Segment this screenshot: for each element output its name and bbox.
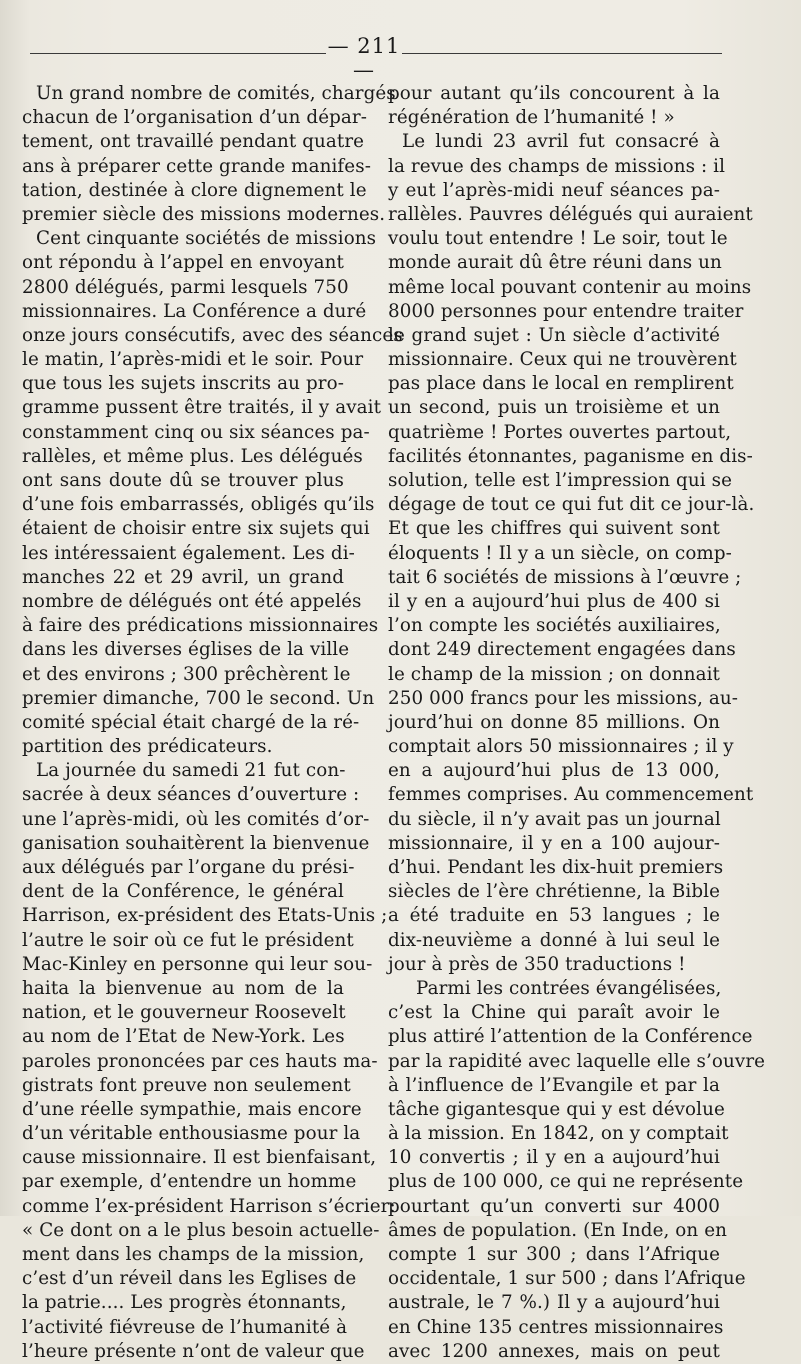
text-line: âmes de population. (En Inde, on en <box>388 1219 727 1241</box>
text-line: étaient de choisir entre six sujets qui <box>22 518 370 540</box>
text-line: femmes comprises. Au commencement <box>388 784 754 806</box>
text-line: il y en a aujourd’hui plus de 400 si <box>388 590 720 612</box>
text-line: pour autant qu’ils concourent à la <box>388 83 720 104</box>
text-line: un second, puis un troisième et un <box>388 397 720 419</box>
text-line: occidentale, 1 sur 500 ; dans l’Afrique <box>388 1268 746 1290</box>
text-line: les intéressaient également. Les di- <box>22 542 355 564</box>
text-line: jour à près de 350 traductions ! <box>388 953 686 975</box>
text-line: à l’influence de l’Evangile et par la <box>388 1074 720 1096</box>
text-line: Harrison, ex-président des Etats-Unis ; <box>22 905 388 927</box>
text-line: nation, et le gouverneur Roosevelt <box>22 1002 346 1024</box>
text-line: missionnaire, il y en a 100 aujour- <box>388 832 720 854</box>
text-line: à faire des prédications missionnaires <box>22 615 379 637</box>
text-line: comité spécial était chargé de la ré- <box>22 711 360 733</box>
text-line: que tous les sujets inscrits au pro- <box>22 373 344 395</box>
text-line: dans les diverses églises de la ville <box>22 639 350 661</box>
text-line: pourtant qu’un converti sur 4000 <box>388 1195 720 1217</box>
text-line: haita la bienvenue au nom de la <box>22 977 344 999</box>
text-line: 8000 personnes pour entendre traiter <box>388 300 744 322</box>
text-line: australe, le 7 %.) Il y a aujourd’hui <box>388 1292 720 1314</box>
text-line: ont sans doute dû se trouver plus <box>22 470 344 491</box>
text-line: dont 249 directement engagées dans <box>388 639 736 661</box>
text-line: 250 000 francs pour les missions, au- <box>388 687 739 709</box>
text-line: à la mission. En 1842, on y comptait <box>388 1123 729 1145</box>
text-line: l’on compte les sociétés auxiliaires, <box>388 615 721 637</box>
text-line: ganisation souhaitèrent la bienvenue <box>22 832 370 854</box>
text-line: le champ de la mission ; on donnait <box>388 663 720 685</box>
text-line: « Ce dont on a le plus besoin actuelle- <box>22 1219 380 1241</box>
text-line: ment dans les champs de la mission, <box>22 1244 365 1265</box>
text-line: Mac-Kinley en personne qui leur sou- <box>22 953 373 975</box>
text-line: facilités étonnantes, paganisme en dis- <box>388 445 753 467</box>
text-line: Et que les chiffres qui suivent sont <box>388 518 720 540</box>
text-line: monde aurait dû être réuni dans un <box>388 252 722 274</box>
right-text-column <box>388 82 766 1364</box>
text-line: d’une fois embarrassés, obligés qu’ils <box>22 494 375 516</box>
text-line: partition des prédicateurs. <box>22 736 273 758</box>
text-line: dégage de tout ce qui fut dit ce jour-là. <box>388 494 755 516</box>
text-line: 10 convertis ; il y en a aujourd’hui <box>388 1147 720 1169</box>
text-line: tâche gigantesque qui y est dévolue <box>388 1098 725 1120</box>
text-line: La journée du samedi 21 fut con- <box>36 760 346 782</box>
text-line: pas place dans le local en remplirent <box>388 373 734 395</box>
text-line: la patrie.... Les progrès étonnants, <box>22 1292 347 1314</box>
text-line: quatrième ! Portes ouvertes partout, <box>388 421 732 443</box>
text-line: la revue des champs de missions : il <box>388 155 726 177</box>
text-line: 2800 délégués, parmi lesquels 750 <box>22 276 349 298</box>
page-header <box>0 30 801 82</box>
text-line: éloquents ! Il y a un siècle, on comp- <box>388 542 732 564</box>
text-line: en a aujourd’hui plus de 13 000, <box>388 760 720 782</box>
text-line: Parmi les contrées évangélisées, <box>416 977 722 999</box>
text-line: par la rapidité avec laquelle elle s’ouvre <box>388 1050 766 1072</box>
text-line: dent de la Conférence, le général <box>22 881 344 903</box>
text-line: une l’après-midi, où les comités d’or- <box>22 808 370 830</box>
text-line: plus attiré l’attention de la Conférence <box>388 1026 753 1048</box>
text-line: dix-neuvième a donné à lui seul le <box>388 929 720 951</box>
text-line: par exemple, d’entendre un homme <box>22 1171 357 1193</box>
text-line: Cent cinquante sociétés de missions <box>36 228 377 250</box>
left-text-column <box>22 82 403 1364</box>
text-line: constamment cinq ou six séances pa- <box>22 421 370 443</box>
text-line: d’hui. Pendant les dix-huit premiers <box>388 857 724 878</box>
text-line: tement, ont travaillé pendant quatre <box>22 131 365 153</box>
text-line: premier dimanche, 700 le second. Un <box>22 687 375 709</box>
text-line: jourd’hui on donne 85 millions. On <box>388 711 720 733</box>
text-line: c’est la Chine qui paraît avoir le <box>388 1002 720 1024</box>
text-line: solution, telle est l’impression qui se <box>388 470 732 491</box>
text-line: au nom de l’Etat de New-York. Les <box>22 1026 345 1048</box>
text-line: y eut l’après-midi neuf séances pa- <box>388 179 720 201</box>
text-line: gistrats font preuve non seulement <box>22 1074 351 1096</box>
text-line: Le lundi 23 avril fut consacré à <box>402 131 720 153</box>
text-line: d’une réelle sympathie, mais encore <box>22 1098 362 1120</box>
text-line: siècles de l’ère chrétienne, la Bible <box>388 881 720 903</box>
text-line: comme l’ex-président Harrison s’écrier: <box>22 1195 396 1217</box>
text-line: du siècle, il n’y avait pas un journal <box>388 808 721 830</box>
text-line: compte 1 sur 300 ; dans l’Afrique <box>388 1244 720 1265</box>
text-line: l’activité fiévreuse de l’humanité à <box>22 1316 348 1338</box>
text-line: paroles prononcées par ces hauts ma- <box>22 1050 378 1072</box>
text-line: Un grand nombre de comités, chargés <box>36 83 396 104</box>
text-line: et des environs ; 300 prêchèrent le <box>22 663 351 685</box>
text-line: le matin, l’après-midi et le soir. Pour <box>22 349 364 371</box>
text-line: avec 1200 annexes, mais on peut <box>388 1340 720 1362</box>
text-line: tation, destinée à clore dignement le <box>22 179 367 201</box>
page-number: — 211 — <box>327 34 401 82</box>
text-line: ont répondu à l’appel en envoyant <box>22 252 344 274</box>
text-line: même local pouvant contenir au moins <box>388 276 752 298</box>
text-line: en Chine 135 centres missionnaires <box>388 1316 724 1338</box>
text-line: cause missionnaire. Il est bienfaisant, <box>22 1147 377 1169</box>
text-line: c’est d’un réveil dans les Eglises de <box>22 1268 357 1290</box>
text-line: missionnaire. Ceux qui ne trouvèrent <box>388 349 737 371</box>
text-line: voulu tout entendre ! Le soir, tout le <box>388 228 728 250</box>
text-line: comptait alors 50 missionnaires ; il y <box>388 736 734 758</box>
text-line: chacun de l’organisation d’un dépar- <box>22 107 368 129</box>
text-line: premier siècle des missions modernes. <box>22 203 386 225</box>
text-line: nombre de délégués ont été appelés <box>22 590 362 612</box>
text-line: ans à préparer cette grande manifes- <box>22 155 371 177</box>
text-line: a été traduite en 53 langues ; le <box>388 905 720 927</box>
text-line: l’heure présente n’ont de valeur que <box>22 1340 365 1362</box>
text-line: gramme pussent être traités, il y avait <box>22 397 382 419</box>
text-line: manches 22 et 29 avril, un grand <box>22 566 344 588</box>
header-rule-left <box>30 53 326 54</box>
text-line: le grand sujet : Un siècle d’activité <box>388 324 720 346</box>
text-line: aux délégués par l’organe du prési- <box>22 857 355 878</box>
text-line: tait 6 sociétés de missions à l’œuvre ; <box>388 566 742 588</box>
text-line: missionnaires. La Conférence a duré <box>22 300 367 322</box>
text-line: l’autre le soir où ce fut le président <box>22 929 354 951</box>
text-line: d’un véritable enthousiasme pour la <box>22 1123 361 1145</box>
text-line: rallèles, et même plus. Les délégués <box>22 445 363 467</box>
text-line: sacrée à deux séances d’ouverture : <box>22 784 360 806</box>
header-rule-right <box>402 53 722 54</box>
text-line: onze jours consécutifs, avec des séances <box>22 324 403 346</box>
text-line: rallèles. Pauvres délégués qui auraient <box>388 203 753 225</box>
text-line: régénération de l’humanité ! » <box>388 107 675 129</box>
text-line: plus de 100 000, ce qui ne représente <box>388 1171 744 1193</box>
